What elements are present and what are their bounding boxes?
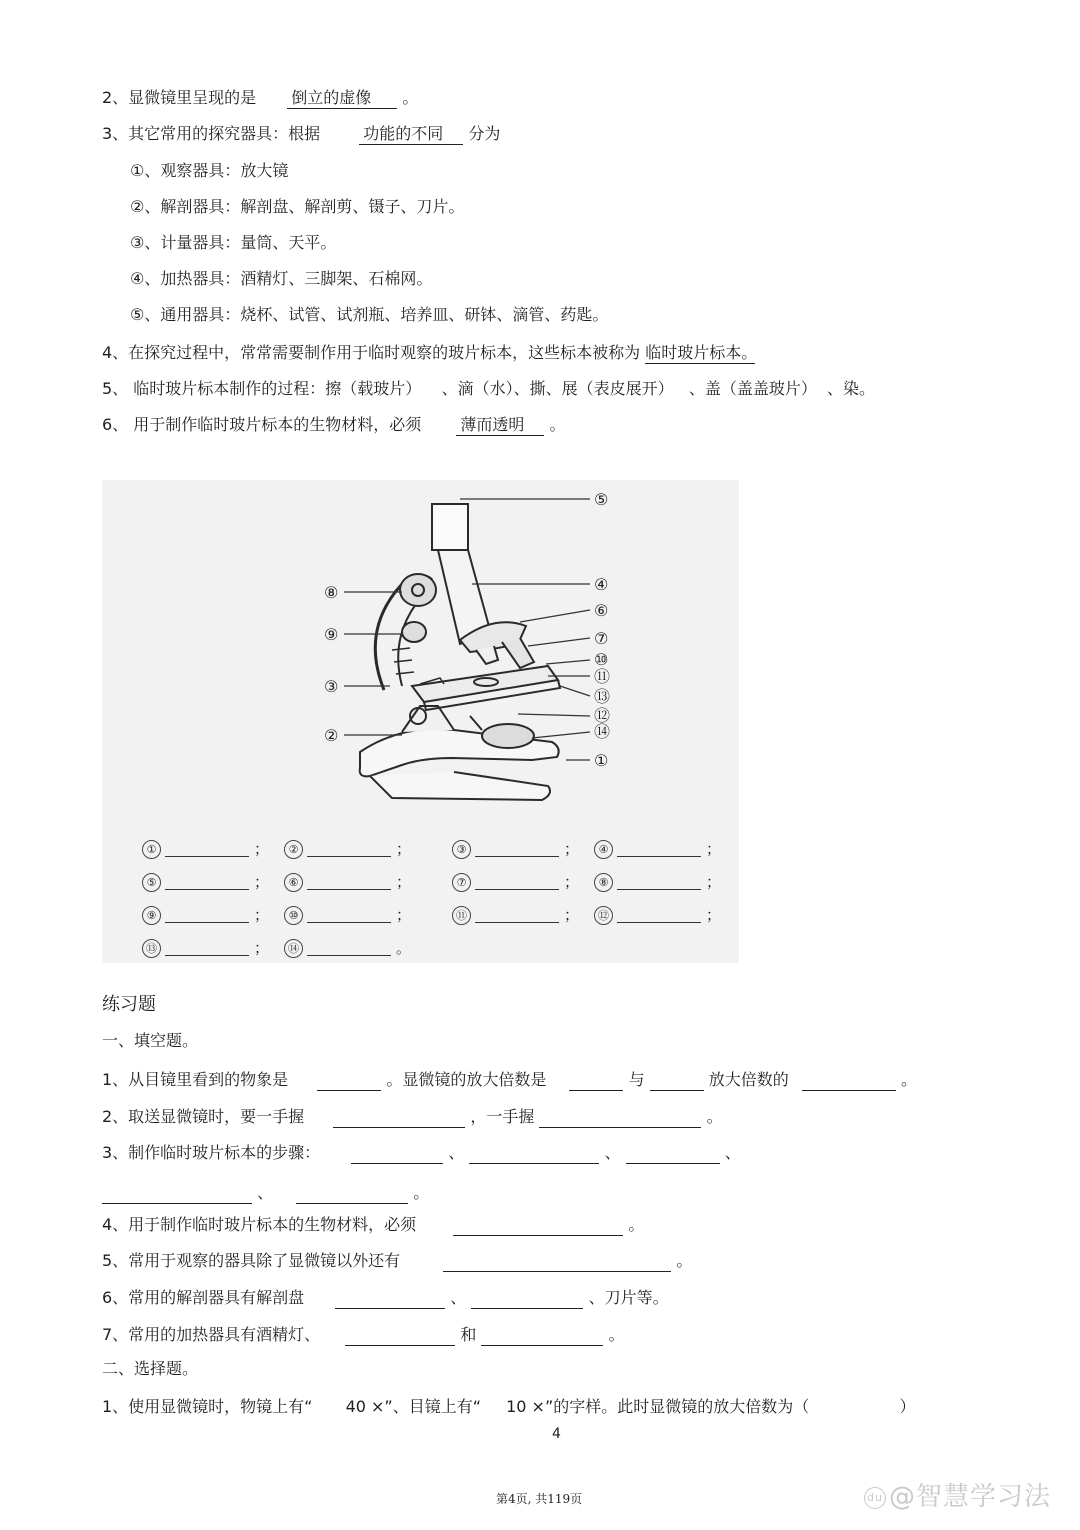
note-q3-prefix: 3、其它常用的探究器具：根据 [102,124,321,143]
fill-q7-blank[interactable] [481,1345,603,1346]
part2-heading: 二、选择题。 [102,1359,199,1378]
fill-q4: 4、用于制作临时玻片标本的生物材料，必须 。 [102,1215,645,1234]
figure-blank[interactable]: ① ； [142,838,269,862]
fill-q1-blank[interactable] [317,1090,381,1091]
fill-q2-blank[interactable] [539,1127,701,1128]
choice-q1: 1、使用显微镜时，物镜上有“ 40 ×”、目镜上有“ 10 ×”的字样。此时显微镜的放大倍数为（ ） [102,1397,916,1416]
figure-blank[interactable]: ⑪ ； [452,904,579,928]
fill-q3-blank[interactable] [626,1163,720,1164]
fill-q7: 7、常用的加热器具有酒精灯、 和 。 [102,1325,625,1344]
note-q3-item: ③、计量器具：量筒、天平。 [130,233,337,252]
watermark-badge-icon: du [864,1487,886,1509]
callout-5: ⑤ [594,490,609,509]
fill-q3-cont: 、 。 [102,1182,429,1204]
fill-q1-blank[interactable] [802,1090,896,1091]
figure-blank[interactable]: ④ ； [594,838,721,862]
note-q4-answer: 临时玻片标本。 [645,343,758,362]
fill-q5: 5、常用于观察的器具除了显微镜以外还有 。 [102,1251,693,1270]
fill-q6-blank[interactable] [335,1308,445,1309]
figure-blank[interactable]: ⑥ ； [284,871,411,895]
callout-1: ① [594,751,609,770]
microscope-drawing [360,504,560,800]
note-q5: 5、 临时玻片标本制作的过程：擦（载玻片） 、滴（水）、撕、展（表皮展开） 、盖（盖盖玻片） 、染。 [102,379,876,398]
fill-q3-blank[interactable] [296,1203,408,1204]
figure-blank[interactable]: ⑧ ； [594,871,721,895]
watermark [864,1476,1051,1513]
fill-q3-blank[interactable] [351,1163,443,1164]
callout-7: ⑦ [594,629,609,648]
fill-q3-blank[interactable] [102,1203,252,1204]
fill-q6-blank[interactable] [471,1308,583,1309]
note-q4-prefix: 4、在探究过程中，常常需要制作用于临时观察的玻片标本，这些标本被称为 [102,343,641,362]
page-number: 4 [552,1426,561,1442]
callout-10: ⑩ [594,650,609,669]
callout-2: ② [324,726,339,745]
note-q3-item: ①、观察器具：放大镜 [130,161,289,180]
note-q3-item: ④、加热器具：酒精灯、三脚架、石棉网。 [130,269,433,288]
callout-3: ③ [324,677,339,696]
figure-blank[interactable]: ⑦ ； [452,871,579,895]
callout-11: ⑪ [594,667,611,686]
note-q2-suffix: 。 [402,88,419,107]
figure-blank[interactable]: ② ； [284,838,411,862]
note-q3 [102,123,500,145]
callout-6: ⑥ [594,601,609,620]
figure-blank[interactable]: ⑭ 。 [284,937,411,961]
callout-4: ④ [594,575,609,594]
callout-14: ⑭ [594,722,611,741]
fill-q1: 1、从目镜里看到的物象是 。显微镜的放大倍数是 与 放大倍数的 。 [102,1070,917,1089]
callout-9: ⑨ [324,625,339,644]
figure-blank[interactable]: ⑤ ； [142,871,269,895]
fill-q7-blank[interactable] [345,1345,455,1346]
fill-q6: 6、常用的解剖器具有解剖盘 、 、刀片等。 [102,1288,669,1307]
note-q6-answer: 薄而透明 [456,415,544,436]
microscope-figure [102,480,739,963]
fill-q3-blank[interactable] [469,1163,599,1164]
fill-q5-blank[interactable] [443,1271,671,1272]
fill-q1-blank[interactable] [569,1090,623,1091]
callout-13: ⑬ [594,687,611,706]
note-q6-prefix: 6、 用于制作临时玻片标本的生物材料，必须 [102,415,422,434]
note-q3-item: ②、解剖器具：解剖盘、解剖剪、镊子、刀片。 [130,197,465,216]
note-q2 [102,87,418,109]
fill-q4-blank[interactable] [453,1235,623,1236]
page-footer: 第4页, 共119页 [496,1492,583,1506]
note-q3-suffix: 分为 [468,124,501,143]
figure-blank[interactable]: ③ ； [452,838,579,862]
fill-q3: 3、制作临时玻片标本的步骤： 、 、 、 [102,1143,741,1162]
fill-q2-blank[interactable] [333,1127,465,1128]
note-q3-answer: 功能的不同 [359,124,463,145]
figure-blank[interactable]: ⑨ ； [142,904,269,928]
figure-blank[interactable]: ⑩ ； [284,904,411,928]
note-q4 [102,342,758,364]
fill-q2: 2、取送显微镜时，要一手握 ，一手握 。 [102,1107,723,1126]
note-q6 [102,414,565,436]
note-q2-answer: 倒立的虚像 [287,88,397,109]
watermark-text: @智慧学习法 [889,1482,1052,1512]
part1-heading: 一、填空题。 [102,1031,199,1050]
note-q2-prefix: 2、显微镜里呈现的是 [102,88,257,107]
exercises-title: 练习题 [102,994,156,1015]
figure-blank[interactable]: ⑬ ； [142,937,269,961]
callout-12: ⑫ [594,706,611,725]
note-q3-item: ⑤、通用器具：烧杯、试管、试剂瓶、培养皿、研钵、滴管、药匙。 [130,305,609,324]
figure-blank[interactable]: ⑫ ； [594,904,721,928]
fill-q1-blank[interactable] [650,1090,704,1091]
note-q6-suffix: 。 [549,415,566,434]
callout-8: ⑧ [324,583,339,602]
